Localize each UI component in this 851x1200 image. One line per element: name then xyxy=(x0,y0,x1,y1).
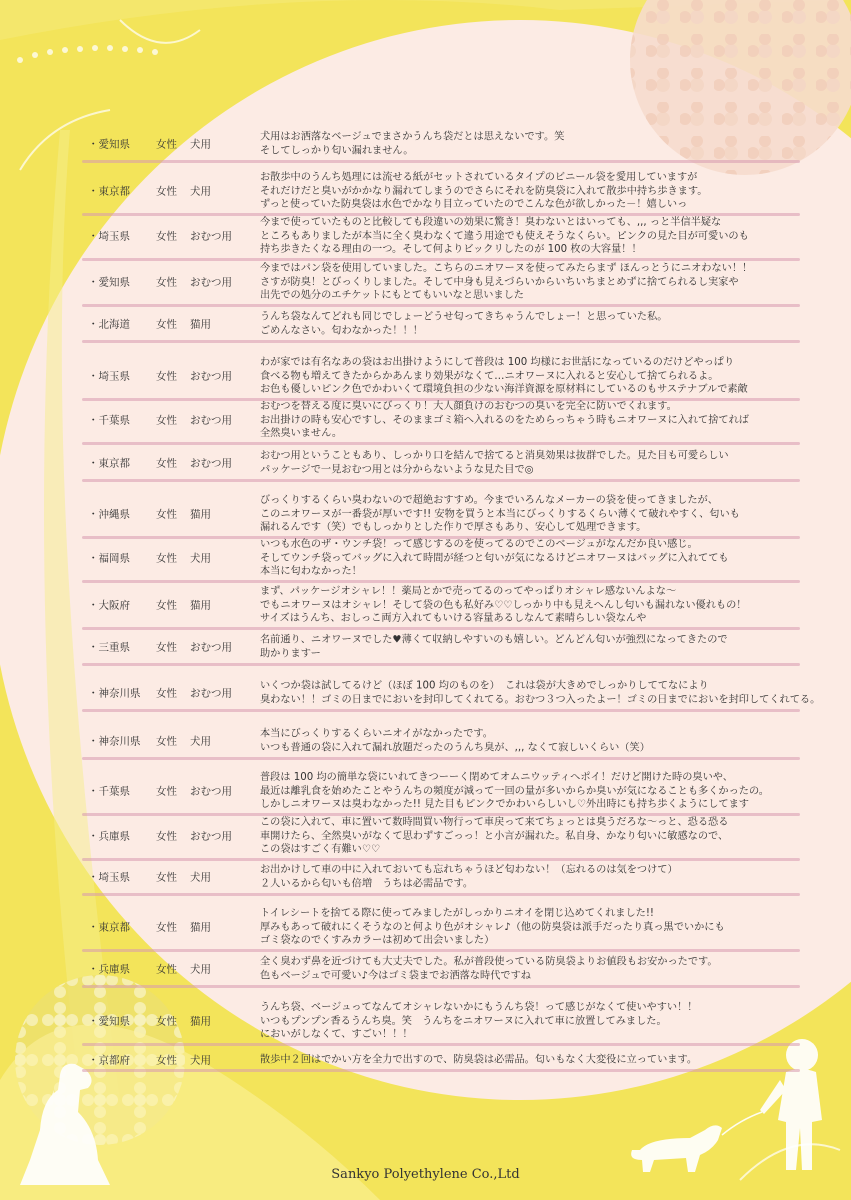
product-type: おむつ用 xyxy=(190,687,232,700)
comment-line: お出掛けの時も安心ですし、そのままゴミ箱へ入れるのをためらっちゃう時もニオワーヌに入れて捨てれば xyxy=(260,414,749,426)
review-row xyxy=(88,355,800,397)
reviewer-info xyxy=(88,598,211,613)
comment-line: お出かけして車の中に入れておいても忘れちゃうほど匂わない！（忘れるのは気をつけて） xyxy=(260,864,678,876)
product-type: おむつ用 xyxy=(190,230,232,243)
comment-line: お散歩中のうんち処理には流せる紙がセットされているタイプのビニール袋を愛用していますが xyxy=(260,171,698,183)
product-type: おむつ用 xyxy=(190,830,232,843)
review-row xyxy=(88,309,800,339)
review-row xyxy=(88,954,800,984)
reviewer-prefecture: ・東京都 xyxy=(88,185,130,198)
review-comment xyxy=(260,585,800,626)
comment-line: いくつか袋は試してるけど（ほぼ 100 均のものを） これは袋が大きめでしっかりしててなにより xyxy=(260,680,709,692)
product-type: 犬用 xyxy=(190,138,211,151)
comment-line: このニオワーヌが一番袋が厚いです!! 安物を買うと本当にびっくりするくらい薄くて破れやすく、匂いも xyxy=(260,508,740,520)
comment-line: トイレシートを捨てる際に使ってみましたがしっかりニオイを閉じ込めてくれました!! xyxy=(260,907,655,919)
reviewer-info xyxy=(88,413,232,428)
reviewer-info xyxy=(88,184,211,199)
review-comment xyxy=(260,262,800,303)
review-comment xyxy=(260,634,800,661)
comment-line: 全く臭わず鼻を近づけても大丈夫でした。私が普段使っている防臭袋よりお値段もお安かったです。 xyxy=(260,956,718,968)
review-comment xyxy=(260,216,800,257)
comment-line: それだけだと臭いがかかなり漏れてしまうのでさらにそれを防臭袋に入れて散歩中持ち歩きます。 xyxy=(260,185,708,197)
reviewer-prefecture: ・千葉県 xyxy=(88,785,130,798)
review-comment xyxy=(260,538,800,579)
product-type: 猫用 xyxy=(190,318,211,331)
comment-line: 出先での処分のエチケットにもとてもいいなと思いました xyxy=(260,289,524,301)
review-comment xyxy=(260,450,800,477)
reviewer-prefecture: ・沖縄県 xyxy=(88,508,130,521)
comment-line: そしてしっかり匂い漏れません。 xyxy=(260,145,414,156)
reviewer-gender: 女性 xyxy=(156,785,177,798)
review-comment xyxy=(260,356,800,397)
reviewer-gender: 女性 xyxy=(156,641,177,654)
comment-line: この袋に入れて、車に置いて数時間買い物行って車戻って来てちょっとは臭うだろな～っと、恐る恐る xyxy=(260,816,729,828)
reviewer-prefecture: ・埼玉県 xyxy=(88,230,130,243)
reviewer-gender: 女性 xyxy=(156,552,177,565)
reviewer-gender: 女性 xyxy=(156,508,177,521)
comment-line: でもニオワーヌはオシャレ！そして袋の色も私好み♡♡しっかり中も見えへんし匂いも漏れない優れもの！ xyxy=(260,599,747,611)
reviewer-gender: 女性 xyxy=(156,230,177,243)
comment-line: 臭わない！！ゴミの日までにおいを封印してくれてる。おむつ３つ入ったよー！ゴミの日までにおいを封印してくれてる。 xyxy=(260,694,821,705)
product-type: おむつ用 xyxy=(190,370,232,383)
review-row xyxy=(88,448,800,478)
comment-line: 最近は離乳食を始めたことやうんちの頻度が減って一回の量が多いからか臭いが気になることも多くかったの。 xyxy=(260,785,769,797)
reviewer-info xyxy=(88,456,232,471)
review-comment xyxy=(260,494,800,535)
reviewer-gender: 女性 xyxy=(156,1054,177,1067)
review-row xyxy=(88,906,800,948)
product-type: 犬用 xyxy=(190,735,211,748)
review-row xyxy=(88,493,800,535)
reviewer-info xyxy=(88,229,232,244)
review-row xyxy=(88,215,800,257)
reviewer-gender: 女性 xyxy=(156,735,177,748)
review-comment xyxy=(260,680,821,707)
reviewer-gender: 女性 xyxy=(156,185,177,198)
comment-line: まず、パッケージオシャレ！！薬局とかで売ってるのってやっぱりオシャレ感ないんよな～ xyxy=(260,585,677,597)
comment-line: しかしニオワーヌは臭わなかった!! 見た目もピンクでかわいらしいし♡外出時にも持ち歩くようにしてます xyxy=(260,798,749,810)
reviewer-gender: 女性 xyxy=(156,921,177,934)
comment-line: いつもプンプン香るうんち臭。笑 うんちをニオワーヌに入れて車に放置してみました。 xyxy=(260,1015,667,1027)
reviewer-prefecture: ・東京都 xyxy=(88,921,130,934)
reviewer-gender: 女性 xyxy=(156,414,177,427)
reviewer-info xyxy=(88,551,211,566)
comment-line: 普段は 100 均の簡単な袋にいれてきつーーく閉めてオムニウッティへポイ！だけど開けた時の臭いや、 xyxy=(260,771,733,783)
reviewer-info xyxy=(88,784,232,799)
reviewer-gender: 女性 xyxy=(156,963,177,976)
review-comment xyxy=(260,1001,800,1042)
reviewer-info xyxy=(88,369,232,384)
reviewer-info xyxy=(88,1053,211,1068)
product-type: 猫用 xyxy=(190,599,211,612)
reviewer-gender: 女性 xyxy=(156,599,177,612)
review-comment xyxy=(260,956,800,983)
comment-line: 今まで使っていたものと比較しても段違いの効果に驚き！臭わないとはいっても、,,, っと半信半疑な xyxy=(260,216,722,228)
comment-line: ところもありましたが本当に全く臭わなくて違う用途でも使えそうなくらい。ピンクの見た目が可愛いのも xyxy=(260,230,749,242)
comment-line: いつも普通の袋に入れて漏れ放題だったのうんち臭が、,,, なくて寂しいくらい（笑） xyxy=(260,742,650,753)
review-row xyxy=(88,399,800,441)
review-comment xyxy=(260,131,800,158)
product-type: 猫用 xyxy=(190,1015,211,1028)
comment-line: サイズはうんち、おしっこ両方入れてもいける容量あるしなんて素晴らしい袋なんや xyxy=(260,612,647,624)
product-type: おむつ用 xyxy=(190,641,232,654)
reviewer-gender: 女性 xyxy=(156,871,177,884)
review-comment xyxy=(260,864,800,891)
reviewer-gender: 女性 xyxy=(156,687,177,700)
company-name: Sankyo Polyethylene Co.,Ltd xyxy=(331,1167,520,1182)
review-row xyxy=(88,170,800,212)
product-type: おむつ用 xyxy=(190,457,232,470)
comment-line: この袋はすごく有難い♡♡ xyxy=(260,843,381,855)
reviewer-info xyxy=(88,962,211,977)
reviewer-gender: 女性 xyxy=(156,370,177,383)
reviewer-info xyxy=(88,317,211,332)
reviewer-info xyxy=(88,829,232,844)
reviewer-info xyxy=(88,870,211,885)
reviewer-gender: 女性 xyxy=(156,830,177,843)
review-comment xyxy=(260,311,800,338)
reviewer-info xyxy=(88,275,232,290)
product-type: 犬用 xyxy=(190,185,211,198)
product-type: 犬用 xyxy=(190,963,211,976)
reviewer-prefecture: ・東京都 xyxy=(88,457,130,470)
reviewer-gender: 女性 xyxy=(156,1015,177,1028)
reviewer-prefecture: ・兵庫県 xyxy=(88,830,130,843)
product-type: 犬用 xyxy=(190,552,211,565)
comment-line: さすが防臭！とびっくりしました。そして中身も見えづらいからいちいちまとめずに捨てられるし実家や xyxy=(260,276,739,288)
product-type: おむつ用 xyxy=(190,785,232,798)
review-comment xyxy=(260,1053,800,1067)
review-row xyxy=(88,726,800,756)
review-comment xyxy=(260,907,800,948)
comment-line: 本当にびっくりするくらいニオイがなかったです。 xyxy=(260,728,493,740)
comment-line: おむつ用ということもあり、しっかり口を結んで捨てると消臭効果は抜群でした。見た目も可愛らしい xyxy=(260,450,729,462)
reviewer-info xyxy=(88,1014,211,1029)
reviewer-prefecture: ・神奈川県 xyxy=(88,735,141,748)
review-row xyxy=(88,261,800,303)
reviewer-prefecture: ・兵庫県 xyxy=(88,963,130,976)
reviewer-prefecture: ・愛知県 xyxy=(88,276,130,289)
comment-line: 漏れるんです（笑）でもしっかりとした作りで厚さもあり、安心して処理できます。 xyxy=(260,521,647,533)
comment-line: 助かりますー xyxy=(260,648,321,659)
reviewer-info xyxy=(88,686,232,701)
reviewer-gender: 女性 xyxy=(156,457,177,470)
review-comment xyxy=(260,816,800,857)
review-row xyxy=(88,678,821,708)
reviewer-prefecture: ・京都府 xyxy=(88,1054,130,1067)
reviewer-prefecture: ・福岡県 xyxy=(88,552,130,565)
product-type: 犬用 xyxy=(190,1054,211,1067)
review-row xyxy=(88,1000,800,1042)
reviewer-info xyxy=(88,507,211,522)
reviewer-gender: 女性 xyxy=(156,138,177,151)
review-comment xyxy=(260,771,800,812)
product-type: おむつ用 xyxy=(190,276,232,289)
comment-line: ごめんなさい。匂わなかった！！！ xyxy=(260,325,423,336)
comment-line: 持ち歩きたくなる理由の一つ。そして何よりビックリしたのが 100 枚の大容量！！ xyxy=(260,243,642,255)
comment-line: びっくりするくらい臭わないので超絶おすすめ。今までいろんなメーカーの袋を使ってきましたが、 xyxy=(260,494,718,506)
comment-line: いつも水色のザ・ウンチ袋！って感じするのを使ってるのでこのベージュがなんだか良い感じ。 xyxy=(260,538,698,550)
review-comment xyxy=(260,400,800,441)
review-row xyxy=(88,1052,800,1068)
comment-line: おむつを替える度に臭いにびっくり！大人顔負けのおむつの臭いを完全に防いでくれます。 xyxy=(260,400,677,412)
comment-line: 全然臭いません。 xyxy=(260,427,343,439)
comment-line: 食べる物も増えてきたからかあんまり効果がなくて…ニオワーヌに入れると安心して捨てられるよ。 xyxy=(260,370,719,382)
reviewer-prefecture: ・神奈川県 xyxy=(88,687,141,700)
reviewer-prefecture: ・愛知県 xyxy=(88,138,130,151)
comment-line: お色も優しいピンク色でかわいくて環境負担の少ない海洋資源を原材料にしているのもサステナブルで素敵 xyxy=(260,383,748,395)
comment-line: うんち袋なんてどれも同じでしょーどうせ匂ってきちゃうんでしょー！と思っていた私。 xyxy=(260,311,668,323)
comment-line: 名前通り、ニオワーヌでした♥薄くて収納しやすいのも嬉しい。どんどん匂いが強烈になってきたので xyxy=(260,634,728,646)
reviewer-prefecture: ・埼玉県 xyxy=(88,370,130,383)
review-row xyxy=(88,129,800,159)
reviewer-prefecture: ・大阪府 xyxy=(88,599,130,612)
comment-line: わが家では有名なあの袋はお出掛けようにして普段は 100 均様にお世話になっているのだけどやっぱり xyxy=(260,356,735,368)
comment-line: パッケージで一見おむつ用とは分からないような見た目で◎ xyxy=(260,464,534,475)
comment-line: ゴミ袋なのでくすみカラーは初めて出会いました） xyxy=(260,934,495,946)
product-type: 猫用 xyxy=(190,921,211,934)
reviewer-gender: 女性 xyxy=(156,318,177,331)
review-row xyxy=(88,815,800,857)
comment-line: 車開けたら、全然臭いがなくて思わずすごっっ！と小言が漏れた。私自身、かなり匂いに敏感なので、 xyxy=(260,830,729,842)
review-row xyxy=(88,584,800,626)
reviewer-info xyxy=(88,734,211,749)
comment-line: 散歩中２回はでかい方を全力で出すので、防臭袋は必需品。匂いもなく大変役に立っています。 xyxy=(260,1054,698,1066)
review-comment xyxy=(260,728,800,755)
comment-line: 厚みもあって破れにくそうなのと何より色がオシャレ♪（他の防臭袋は派手だったり真っ黒でいかにも xyxy=(260,921,725,933)
comment-line: うんち袋、ベージュってなんてオシャレないかにもうんち袋！って感じがなくて使いやすい！！ xyxy=(260,1001,698,1013)
reviewer-info xyxy=(88,920,211,935)
reviewer-prefecture: ・三重県 xyxy=(88,641,130,654)
review-row xyxy=(88,537,800,579)
comment-line: ２人いるから匂いも倍増 うちは必需品です。 xyxy=(260,878,474,889)
reviewer-info xyxy=(88,640,232,655)
product-type: 猫用 xyxy=(190,508,211,521)
reviewer-info xyxy=(88,137,211,152)
product-type: おむつ用 xyxy=(190,414,232,427)
product-type: 犬用 xyxy=(190,871,211,884)
reviewer-prefecture: ・愛知県 xyxy=(88,1015,130,1028)
review-row xyxy=(88,632,800,662)
comment-line: ずっと使っていた防臭袋は水色でかなり目立っていたのでこんな色が欲しかった－！嬉しいっ xyxy=(260,198,688,210)
review-row xyxy=(88,862,800,892)
comment-line: そしてウンチ袋ってバッグに入れて時間が経つと匂いが気になるけどニオワーヌはバッグに入れてても xyxy=(260,552,729,564)
reviewer-prefecture: ・千葉県 xyxy=(88,414,130,427)
comment-line: 今まではパン袋を使用していました。こちらのニオワーヌを使ってみたらまず ほんっとうにニオわない！！ xyxy=(260,262,753,274)
comment-line: 犬用はお洒落なベージュでまさかうんち袋だとは思えないです。笑 xyxy=(260,131,565,143)
comment-line: 本当に匂わなかった！ xyxy=(260,565,362,577)
review-row xyxy=(88,770,800,812)
reviewer-prefecture: ・埼玉県 xyxy=(88,871,130,884)
comment-line: 色もベージュで可愛い♪今はゴミ袋までお洒落な時代ですね xyxy=(260,970,531,981)
reviewer-prefecture: ・北海道 xyxy=(88,318,130,331)
review-comment xyxy=(260,171,800,212)
reviewer-gender: 女性 xyxy=(156,276,177,289)
comment-line: においがしなくて、すごい！！！ xyxy=(260,1028,413,1040)
